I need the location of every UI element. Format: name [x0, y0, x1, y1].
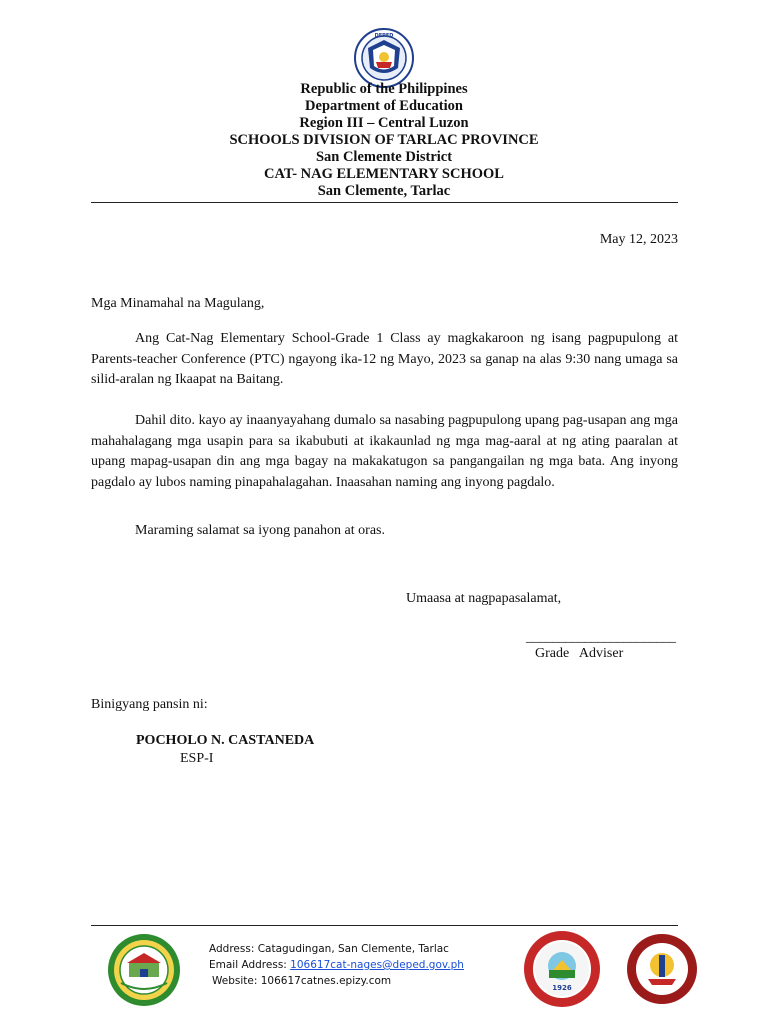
signature-line: _______________________ [526, 630, 676, 645]
signatory-title: Grade Adviser [535, 646, 624, 661]
paragraph: Dahil dito. kayo ay inaanyayahang dumalo sa nasabing pagpupulong upang pag-usapan ang mga mahahalagang mga usapin para sa ikabubuti at ikakaunlad ng mga mag-aaral at ng ating paaralan at upang mapag-usapan din ang mga bagay na makakatugon sa pangangailan ng mga bata. Ang inyong pagdalo ay lubos naming pinapahalagahan. Inaasahan naming ang inyong pagdalo. [91, 413, 678, 490]
header-line: Region III – Central Luzon [299, 115, 469, 131]
principal-name: POCHOLO N. CASTANEDA [136, 733, 315, 748]
email-link[interactable]: 106617cat-nages@deped.gov.ph [290, 959, 464, 971]
header-line: SCHOOLS DIVISION OF TARLAC PROVINCE [229, 132, 539, 148]
svg-text:DEPED: DEPED [374, 33, 394, 39]
letterhead [0, 81, 768, 200]
header-line: CAT- NAG ELEMENTARY SCHOOL [264, 166, 504, 182]
school-logo-icon [107, 933, 181, 1007]
header-line: Republic of the Philippines [300, 81, 468, 97]
header-divider [91, 202, 678, 203]
salutation: Mga Minamahal na Magulang, [91, 296, 265, 311]
header-line: San Clemente, Tarlac [317, 183, 451, 199]
website-label: Website: [212, 975, 258, 987]
principal-title: ESP-I [180, 751, 214, 766]
email-label: Email Address: [209, 959, 287, 971]
address-label: Address: [209, 943, 255, 955]
header-line: Department of Education [305, 98, 463, 114]
district-logo-year: 1926 [552, 984, 572, 992]
footer-website-row [209, 973, 464, 989]
website-value: 106617catnes.epizy.com [260, 975, 392, 987]
footer-email-row [209, 957, 464, 973]
footer-address-row [209, 941, 464, 957]
header-line: San Clemente District [315, 149, 453, 165]
footer-divider [91, 925, 678, 926]
district-logo-icon [523, 930, 601, 1008]
footer-contact [209, 941, 464, 989]
noted-by-label: Binigyang pansin ni: [91, 697, 208, 712]
letter-date: May 12, 2023 [599, 232, 678, 247]
closing: Umaasa at nagpapasalamat, [406, 591, 562, 606]
paragraph: Maraming salamat sa iyong panahon at oras. [135, 523, 385, 538]
address-value: Catagudingan, San Clemente, Tarlac [257, 943, 449, 955]
paragraph: Ang Cat-Nag Elementary School-Grade 1 Class ay magkakaroon ng isang pagpupulong at Parents-teacher Conference (PTC) ngayong ika-12 ng Mayo, 2023 sa ganap na alas 9:30 nang umaga sa silid-aralan ng Ikaapat na Baitang. [91, 331, 678, 387]
division-logo-icon [626, 933, 698, 1005]
deped-seal-icon [354, 28, 414, 88]
